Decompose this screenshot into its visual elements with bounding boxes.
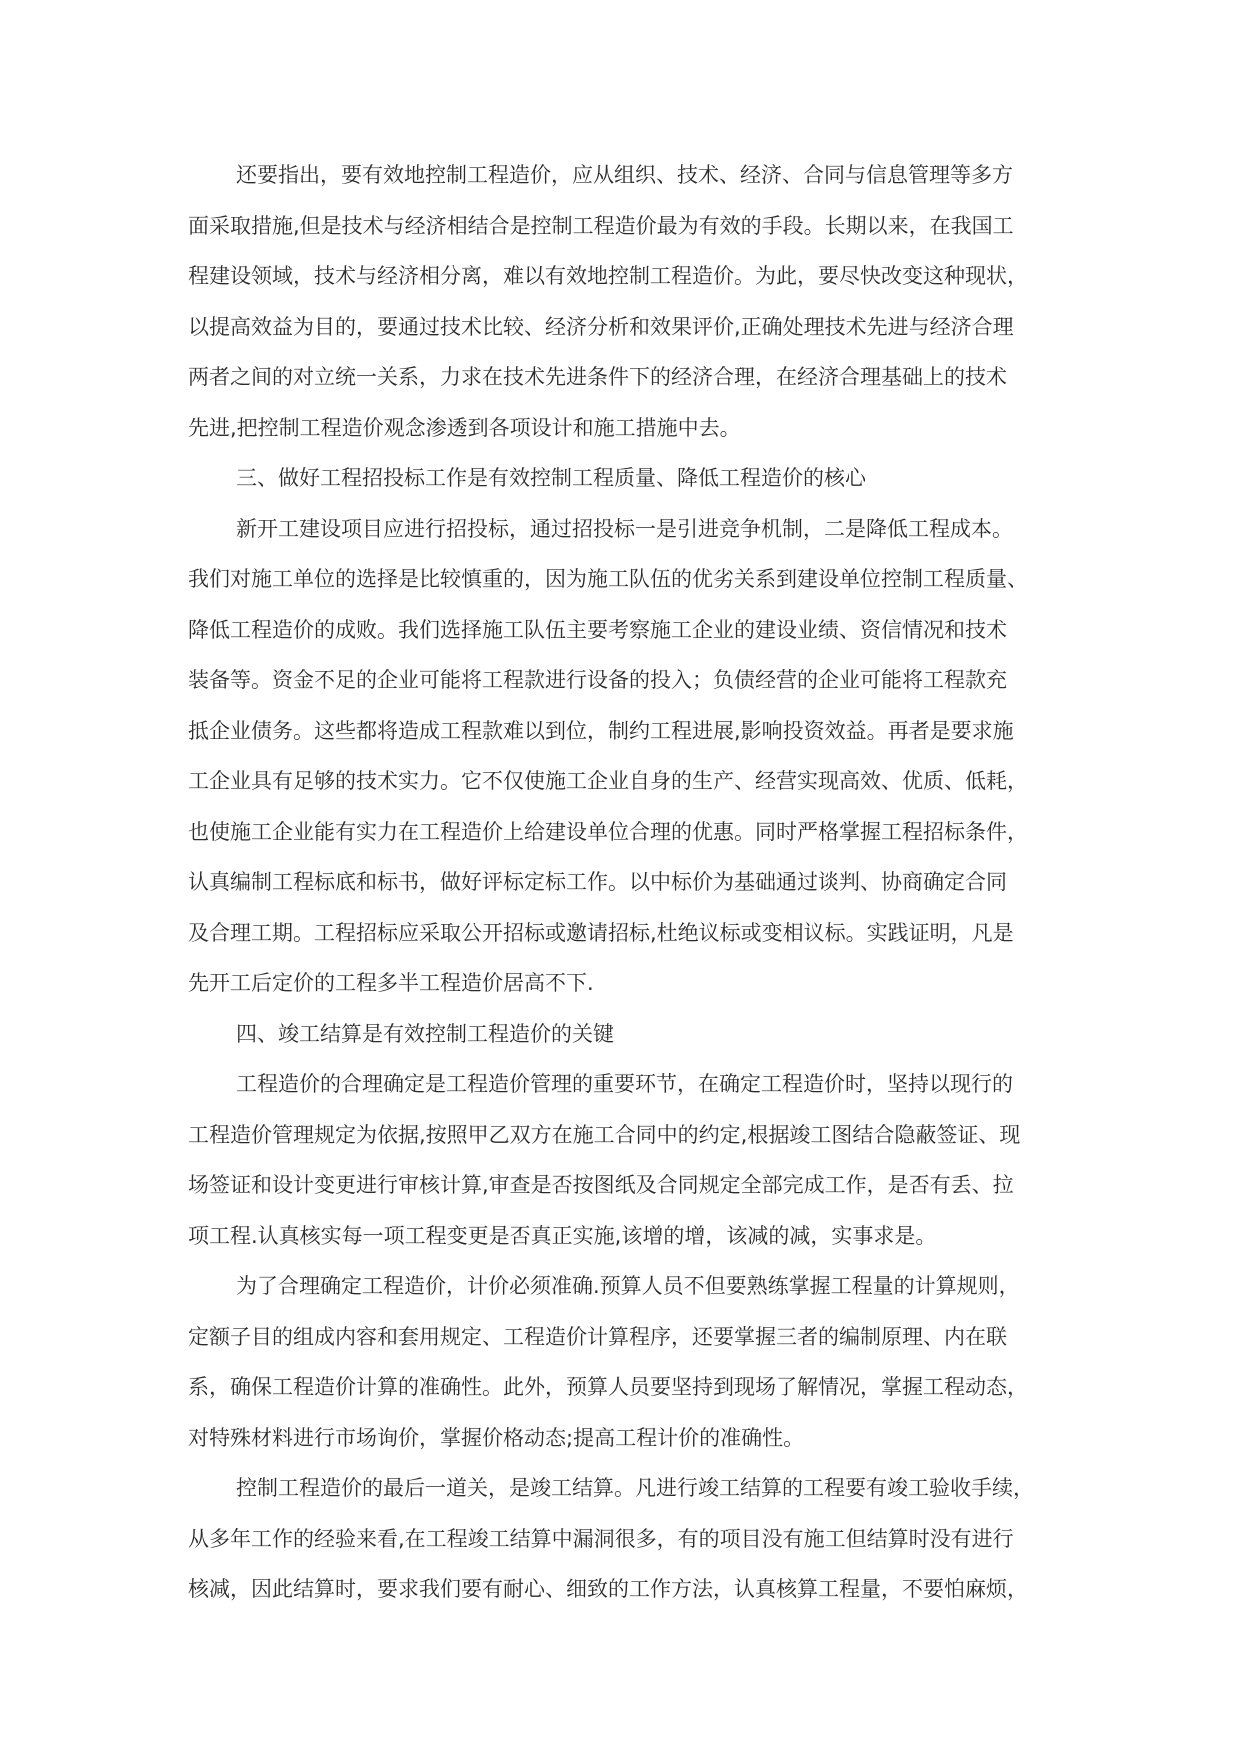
paragraph-line: 工程造价管理规定为依据,按照甲乙双方在施工合同中的约定,根据竣工图结合隐蔽签证、现 [188, 1122, 1021, 1147]
paragraph-line: 先开工后定价的工程多半工程造价居高不下. [188, 971, 594, 995]
paragraph-line: 系，确保工程造价计算的准确性。此外，预算人员要坚持到现场了解情况，掌握工程动态， [188, 1375, 1028, 1399]
paragraph-line: 工程造价的合理确定是工程造价管理的重要环节，在确定工程造价时，坚持以现行的 [236, 1072, 1013, 1096]
paragraph-line: 认真编制工程标底和标书，做好评标定标工作。以中标价为基础通过谈判、协商确定合同 [188, 870, 1007, 894]
paragraph-line: 也使施工企业能有实力在工程造价上给建设单位合理的优惠。同时严格掌握工程招标条件， [188, 819, 1028, 844]
paragraph-line: 项工程.认真核实每一项工程变更是否真正实施,该增的增，该减的减，实事求是。 [188, 1223, 937, 1248]
paragraph-line: 工企业具有足够的技术实力。它不仅使施工企业自身的生产、经营实现高效、优质、低耗， [188, 769, 1028, 793]
section-heading: 三、做好工程招投标工作是有效控制工程质量、降低工程造价的核心 [236, 466, 866, 490]
paragraph-line: 程建设领域，技术与经济相分离，难以有效地控制工程造价。为此，要尽快改变这种现状， [188, 264, 1028, 288]
paragraph-line: 装备等。资金不足的企业可能将工程款进行设备的投入；负债经营的企业可能将工程款充 [188, 668, 1007, 692]
paragraph-line: 控制工程造价的最后一道关，是竣工结算。凡进行竣工结算的工程要有竣工验收手续， [236, 1476, 1034, 1500]
paragraph-line: 以提高效益为目的，要通过技术比较、经济分析和效果评价,正确处理技术先进与经济合理 [188, 314, 1014, 339]
paragraph-line: 我们对施工单位的选择是比较慎重的，因为施工队伍的优劣关系到建设单位控制工程质量、 [188, 567, 1028, 591]
paragraph-line: 还要指出，要有效地控制工程造价，应从组织、技术、经济、合同与信息管理等多方 [236, 163, 1013, 187]
paragraph-line: 降低工程造价的成败。我们选择施工队伍主要考察施工企业的建设业绩、资信情况和技术 [188, 617, 1007, 642]
document-body [188, 160, 1068, 1625]
paragraph-line: 定额子目的组成内容和套用规定、工程造价计算程序，还要掌握三者的编制原理、内在联 [188, 1324, 1007, 1349]
paragraph-line: 抵企业债务。这些都将造成工程款难以到位，制约工程进展,影响投资效益。再者是要求施 [188, 718, 1014, 743]
paragraph-line: 从多年工作的经验来看,在工程竣工结算中漏洞很多，有的项目没有施工但结算时没有进行 [188, 1526, 1014, 1551]
paragraph-line: 对特殊材料进行市场询价，掌握价格动态;提高工程计价的准确性。 [188, 1425, 805, 1450]
paragraph-line: 场签证和设计变更进行审核计算,审查是否按图纸及合同规定全部完成工作，是否有丢、拉 [188, 1173, 1014, 1197]
paragraph-line: 面采取措施,但是技术与经济相结合是控制工程造价最为有效的手段。长期以来，在我国工 [188, 213, 1014, 238]
paragraph-line: 核减，因此结算时，要求我们要有耐心、细致的工作方法，认真核算工程量，不要怕麻烦， [188, 1577, 1028, 1601]
paragraph-line: 两者之间的对立统一关系，力求在技术先进条件下的经济合理，在经济合理基础上的技术 [188, 365, 1007, 389]
section-heading: 四、竣工结算是有效控制工程造价的关键 [236, 1021, 614, 1046]
paragraph-line: 为了合理确定工程造价，计价必须准确.预算人员不但要熟练掌握工程量的计算规则， [236, 1274, 1020, 1298]
paragraph-line: 及合理工期。工程招标应采取公开招标或邀请招标,杜绝议标或变相议标。实践证明，凡是 [188, 920, 1014, 945]
paragraph-line: 新开工建设项目应进行招投标，通过招投标一是引进竞争机制，二是降低工程成本。 [236, 516, 1013, 541]
paragraph-line: 先进,把控制工程造价观念渗透到各项设计和施工措施中去。 [188, 415, 741, 440]
